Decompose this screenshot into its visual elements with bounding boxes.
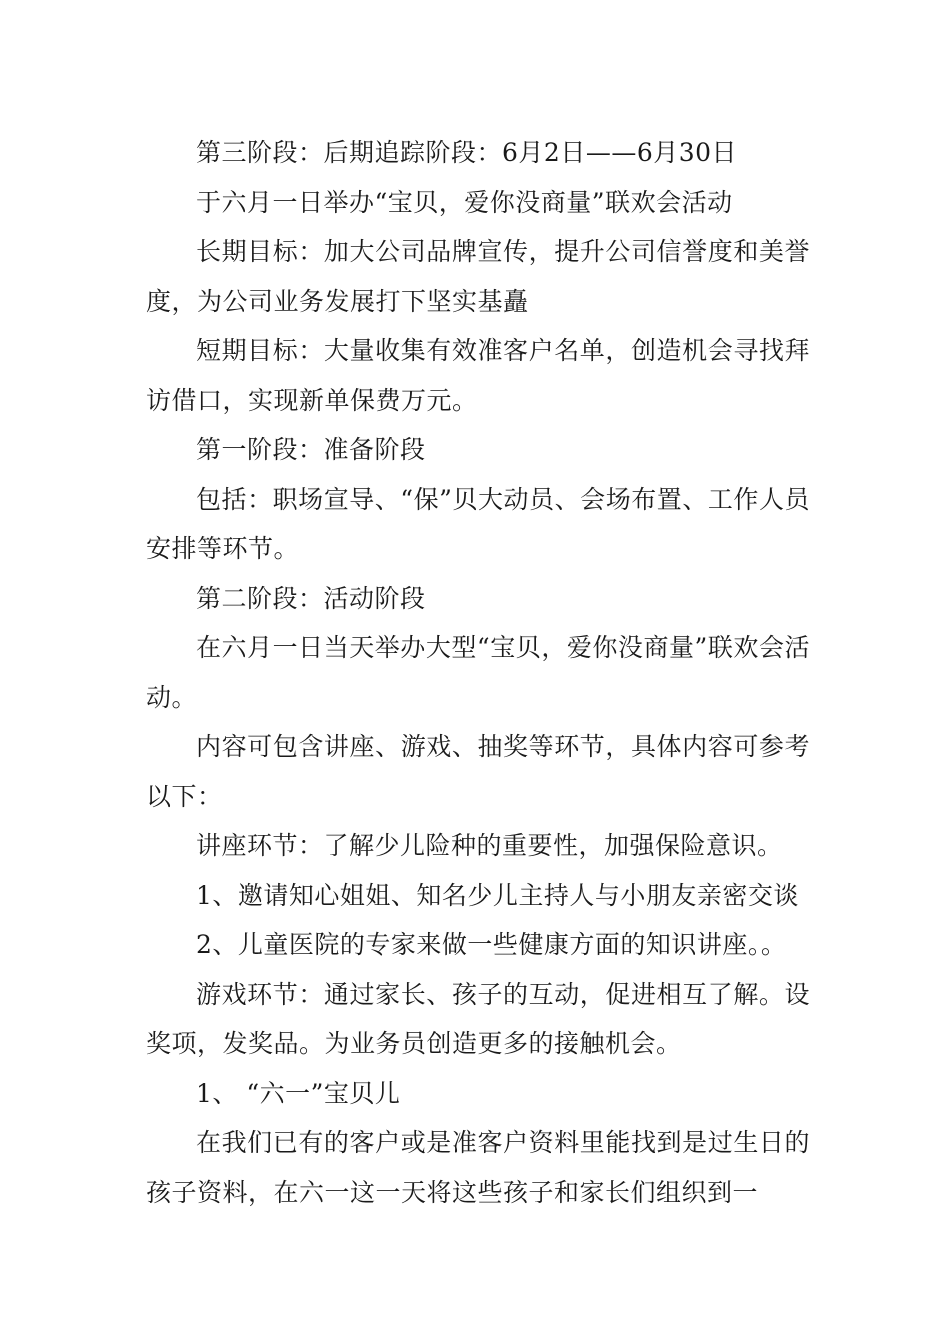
paragraph-lecture-section: 讲座环节：了解少儿险种的重要性，加强保险意识。 (196, 831, 783, 860)
paragraph-long-term-goal: 长期目标：加大公司品牌宣传，提升公司信誉度和美誉度，为公司业务发展打下坚实基矗 (146, 237, 810, 316)
paragraph-phase-one: 第一阶段：准备阶段 (196, 435, 426, 464)
paragraph-lecture-item-2: 2、儿童医院的专家来做一些健康方面的知识讲座。。 (196, 930, 787, 959)
paragraph-content-options: 内容可包含讲座、游戏、抽奖等环节，具体内容可参考以下： (146, 732, 810, 811)
paragraph-phase-three: 第三阶段：后期追踪阶段：6月2日——6月30日 (196, 138, 738, 167)
paragraph-phase-two-detail: 在六月一日当天举办大型“宝贝，爱你没商量”联欢会活动。 (146, 633, 810, 712)
paragraph-game-item-1-detail: 在我们已有的客户或是准客户资料里能找到是过生日的孩子资料，在六一这一天将这些孩子和家长们组织到一 (146, 1128, 810, 1207)
document-body (146, 128, 810, 1217)
paragraph-short-term-goal: 短期目标：大量收集有效准客户名单，创造机会寻找拜访借口，实现新单保费万元。 (146, 336, 810, 415)
paragraph-phase-two: 第二阶段：活动阶段 (196, 583, 426, 613)
paragraph-event-intro: 于六月一日举办“宝贝，爱你没商量”联欢会活动 (196, 187, 733, 217)
paragraph-game-section: 游戏环节：通过家长、孩子的互动，促进相互了解。设奖项，发奖品。为业务员创造更多的接触机会。 (146, 979, 810, 1058)
paragraph-game-item-1: 1、 “六一”宝贝儿 (196, 1078, 401, 1108)
paragraph-phase-one-detail: 包括：职场宣导、“保”贝大动员、会场布置、工作人员安排等环节。 (146, 484, 810, 563)
paragraph-lecture-item-1: 1、邀请知心姐姐、知名少儿主持人与小朋友亲密交谈 (196, 880, 799, 910)
